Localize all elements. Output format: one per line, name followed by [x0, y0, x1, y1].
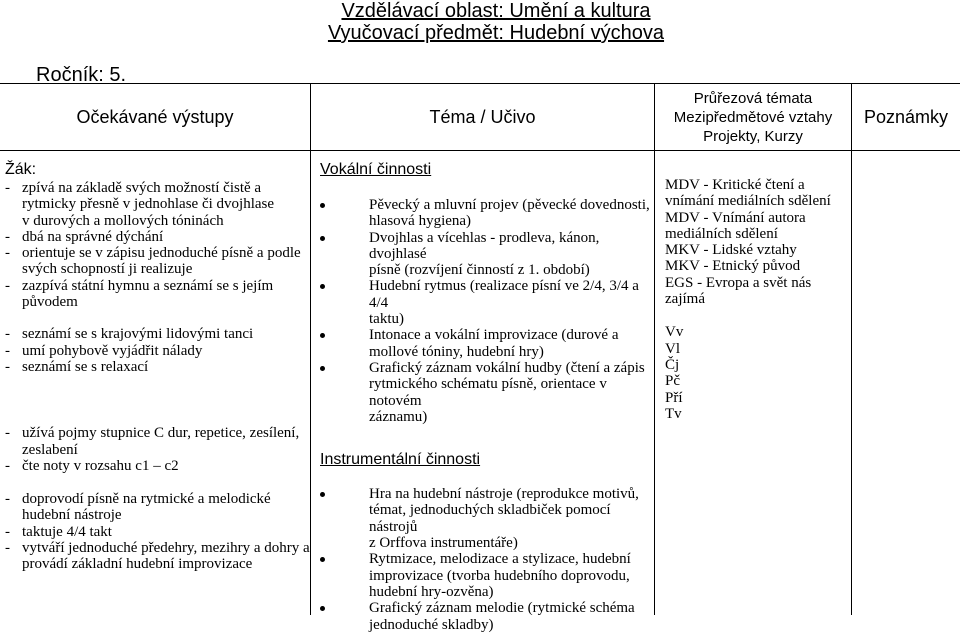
- outcome-item: [5, 245, 310, 278]
- curriculum-line: Pěvecký a mluvní projev (pěvecké dovednosti,: [369, 197, 650, 213]
- curriculum-line: Hudební rytmus (realizace písní ve 2/4, 3/4 a 4/4: [369, 278, 639, 311]
- cross-theme-line: mediálních sdělení: [665, 225, 778, 242]
- curriculum-line: z Orffova instrumentáře): [369, 535, 518, 552]
- vocal-activities-title: Vokální činnosti: [320, 161, 432, 178]
- dash-marker: -: [5, 180, 10, 196]
- subject-abbreviation: Tv: [665, 405, 682, 422]
- header-cross-line-2: Mezipředmětové vztahy: [673, 108, 833, 126]
- educational-area-title: Vzdělávací oblast: Umění a kultura: [341, 0, 651, 22]
- bullet-icon: [320, 203, 325, 208]
- instrumental-activities-title: Instrumentální činnosti: [320, 451, 481, 469]
- outcome-line: zazpívá státní hymnu a seznámí se s jejím: [22, 277, 274, 294]
- cross-theme-line: EGS - Evropa a svět nás: [665, 274, 812, 291]
- curriculum-line: písně (rozvíjení činností z 1. období): [369, 262, 590, 279]
- cross-theme-line: zajímá: [665, 291, 705, 308]
- outcome-item: [5, 326, 310, 342]
- dash-marker: -: [5, 540, 10, 557]
- outcome-item: [5, 180, 310, 229]
- curriculum-line: hudební hry-ozvěna): [369, 583, 494, 600]
- dash-marker: -: [5, 245, 10, 262]
- bullet-icon: [320, 606, 325, 611]
- bullet-icon: [320, 284, 325, 289]
- dash-marker: -: [5, 342, 10, 359]
- dash-marker: -: [5, 228, 10, 245]
- bullet-icon: [320, 333, 325, 338]
- outcomes-group-singing: [5, 180, 310, 310]
- curriculum-line: témat, jednoduchých skladbiček pomocí nástrojů: [369, 502, 611, 535]
- outcome-line: seznámí se s relaxací: [22, 358, 149, 375]
- header-cross-line-3: Projekty, Kurzy: [703, 127, 803, 145]
- header-cross-line-1: Průřezová témata: [693, 89, 813, 107]
- outcome-line: provádí základní hudební improvizace: [22, 556, 253, 573]
- dash-marker: -: [5, 457, 10, 474]
- outcome-line: užívá pojmy stupnice C dur, repetice, zesílení,: [22, 425, 300, 442]
- outcome-item: [5, 425, 310, 458]
- cross-theme-line: MDV - Kritické čtení a: [665, 177, 805, 193]
- outcome-item: [5, 524, 310, 540]
- subject-title: Vyučovací předmět: Hudební výchova: [327, 22, 665, 44]
- outcome-item: [5, 229, 310, 245]
- pupil-label: Žák:: [5, 161, 37, 178]
- outcome-line: orientuje se v zápisu jednoduché písně a podle: [22, 245, 301, 262]
- column-divider-2: [654, 83, 655, 615]
- bullet-icon: [320, 492, 325, 497]
- outcome-line: čte noty v rozsahu c1 – c2: [22, 457, 179, 474]
- dash-marker: -: [5, 358, 10, 375]
- curriculum-line: jednoduché skladby): [369, 616, 494, 633]
- outcome-line: doprovodí písně na rytmické a melodické: [22, 491, 271, 508]
- dash-marker: -: [5, 326, 10, 343]
- cross-topics-column: [665, 177, 850, 422]
- dash-marker: -: [5, 523, 10, 540]
- outcome-item: [5, 343, 310, 359]
- curriculum-line: Grafický záznam melodie (rytmické schéma: [369, 600, 635, 617]
- dash-marker: -: [5, 277, 10, 294]
- subject-abbreviation: Čj: [665, 356, 680, 373]
- outcome-line: umí pohybově vyjádřit nálady: [22, 342, 203, 359]
- outcome-line: původem: [22, 294, 78, 311]
- curriculum-line: Rytmizace, melodizace a stylizace, hudební: [369, 551, 631, 568]
- outcomes-group-notation: [5, 425, 310, 474]
- header-notes: Poznámky: [863, 106, 949, 127]
- document-title: [0, 0, 960, 44]
- outcome-item: [5, 359, 310, 375]
- bullet-icon: [320, 366, 325, 371]
- curriculum-line: improvizace (tvorba hudebního doprovodu,: [369, 567, 630, 584]
- outcome-line: dbá na správné dýchání: [22, 228, 164, 245]
- outcomes-group-instruments: [5, 491, 310, 572]
- grade-label: Ročník: 5.: [36, 64, 127, 86]
- curriculum-item: [320, 230, 650, 279]
- curriculum-item: [320, 486, 650, 551]
- cross-theme-line: vnímání mediálních sdělení: [665, 193, 831, 210]
- curriculum-item: [320, 278, 650, 327]
- bullet-icon: [320, 557, 325, 562]
- related-subjects-list: [665, 324, 850, 422]
- curriculum-item: [320, 197, 650, 230]
- outcomes-group-movement: [5, 326, 310, 375]
- header-bottom-border: [0, 150, 960, 151]
- dash-marker: -: [5, 425, 10, 442]
- curriculum-item: [320, 360, 650, 425]
- notes-column: [852, 151, 960, 615]
- curriculum-item: [320, 327, 650, 360]
- subject-abbreviation: Pří: [665, 389, 683, 406]
- header-cross-topics: [655, 84, 851, 150]
- outcome-line: svých schopností ji realizuje: [22, 261, 193, 278]
- outcome-item: [5, 278, 310, 311]
- curriculum-line: mollové tóniny, hudební hry): [369, 343, 544, 360]
- outcome-item: [5, 491, 310, 524]
- vocal-activities-list: [320, 197, 650, 425]
- outcome-item: [5, 540, 310, 573]
- outcome-line: taktuje 4/4 takt: [22, 523, 112, 540]
- subject-abbreviation: Vl: [665, 340, 680, 357]
- curriculum-item: [320, 551, 650, 600]
- dash-marker: -: [5, 491, 10, 508]
- subject-abbreviation: Vv: [665, 324, 684, 341]
- column-divider-1: [310, 83, 311, 615]
- cross-theme-line: MKV - Lidské vztahy: [665, 242, 797, 259]
- cross-themes-list: [665, 177, 850, 307]
- curriculum-line: Grafický záznam vokální hudby (čtení a zápis: [369, 359, 645, 376]
- curriculum-line: záznamu): [369, 408, 428, 425]
- curriculum-item: [320, 600, 650, 633]
- outcome-item: [5, 458, 310, 474]
- curriculum-line: Dvojhlas a vícehlas - prodleva, kánon, dvojhlasé: [369, 229, 600, 262]
- outcome-line: hudební nástroje: [22, 507, 122, 524]
- curriculum-line: rytmického schématu písně, orientace v notovém: [369, 376, 607, 409]
- subject-abbreviation: Pč: [665, 373, 680, 390]
- header-topic: Téma / Učivo: [429, 106, 536, 127]
- header-outcomes: Očekávané výstupy: [76, 106, 234, 127]
- cross-theme-line: MDV - Vnímání autora: [665, 209, 806, 226]
- curriculum-line: hlasová hygiena): [369, 213, 472, 230]
- cross-theme-line: MKV - Etnický původ: [665, 258, 801, 275]
- outcome-line: v durových a mollových tóninách: [22, 212, 224, 229]
- outcome-line: seznámí se s krajovými lidovými tanci: [22, 326, 254, 343]
- outcomes-column: [5, 160, 310, 573]
- outcome-line: vytváří jednoduché předehry, mezihry a dohry a: [22, 540, 310, 557]
- outcome-line: rytmicky přesně v jednohlase či dvojhlase: [22, 196, 275, 213]
- instrumental-activities-list: [320, 486, 650, 633]
- outcome-line: zpívá na základě svých možností čistě a: [22, 180, 262, 196]
- outcome-line: zeslabení: [22, 441, 78, 458]
- curriculum-line: taktu): [369, 311, 404, 328]
- curriculum-line: Intonace a vokální improvizace (durové a: [369, 327, 619, 344]
- bullet-icon: [320, 236, 325, 241]
- topic-column: [320, 160, 650, 633]
- curriculum-line: Hra na hudební nástroje (reprodukce motivů,: [369, 486, 639, 503]
